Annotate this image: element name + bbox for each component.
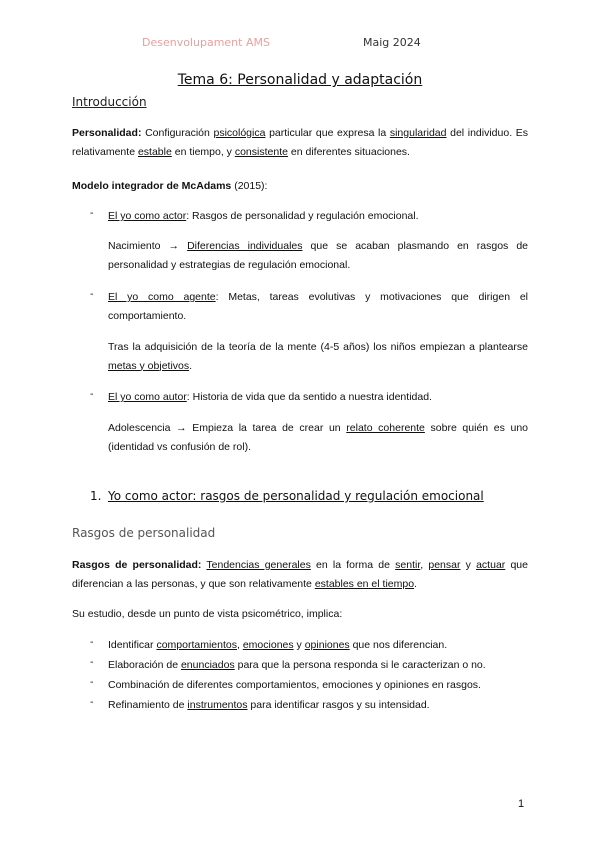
page-number: 1 — [518, 798, 525, 810]
text: en diferentes situaciones. — [287, 145, 410, 158]
underlined-term: Tendencias generales — [206, 559, 311, 571]
page-title — [0, 72, 600, 88]
bullet-dash: - — [90, 288, 94, 300]
text: que diferencian a las personas, y que son relativamente — [72, 559, 528, 590]
list-dash: - — [90, 636, 94, 648]
underlined-term: El yo como agente — [108, 291, 216, 303]
text: , — [237, 639, 243, 651]
underlined-term: comportamientos — [156, 639, 237, 651]
text: que nos diferencian. — [349, 639, 448, 651]
underlined-term: opiniones — [304, 639, 350, 651]
text: Combinación de diferentes comportamientos, emociones y opiniones en rasgos. — [108, 679, 481, 691]
underlined-term: metas y objetivos — [108, 359, 190, 372]
rasgos-heading: Rasgos de personalidad — [72, 526, 216, 540]
underlined-term: emociones — [242, 639, 294, 651]
underlined-term: sentir — [395, 559, 421, 571]
text: para identificar rasgos y su intensidad. — [247, 699, 430, 711]
text: . — [189, 359, 193, 372]
bullet-dash: - — [90, 388, 94, 400]
underlined-term: psicológica — [213, 127, 266, 139]
text: particular que expresa la — [265, 127, 390, 139]
underlined-term: Diferencias individuales — [187, 240, 303, 252]
underlined-term: actuar — [476, 559, 506, 571]
text: Elaboración de — [108, 659, 181, 671]
underlined-term: El yo como actor — [108, 210, 187, 222]
bullet-autor-detail — [108, 419, 528, 456]
underlined-term: estable — [137, 145, 172, 158]
bullet-agente — [108, 288, 528, 325]
underlined-term: El yo como autor — [108, 391, 187, 403]
bullet-autor — [108, 388, 528, 407]
mcadams-label: Modelo integrador de McAdams — [72, 180, 232, 192]
underlined-term: relato coherente — [346, 422, 425, 434]
underlined-term: estables en el tiempo — [314, 577, 415, 590]
mcadams-year: (2015): — [231, 180, 268, 192]
underlined-term: singularidad — [389, 127, 447, 139]
text: sobre quién es uno (identidad vs confusión de rol). — [108, 422, 528, 453]
text: : Rasgos de personalidad y regulación emocional. — [186, 210, 419, 222]
text: para que la persona responda si le caracterizan o no. — [234, 659, 486, 671]
page-title-text: Tema 6: Personalidad y adaptación — [177, 72, 423, 88]
bullet-agente-detail — [108, 338, 528, 375]
header-left: Desenvolupament AMS — [142, 36, 270, 49]
list-dash: - — [90, 656, 94, 668]
underlined-term: consistente — [234, 145, 288, 158]
text: Tras la adquisición de la teoría de la mente (4-5 años) los niños empiezan a plantearse — [108, 341, 528, 353]
text: del individuo. Es relativamente — [72, 127, 528, 158]
text: . — [414, 577, 417, 590]
underlined-term: pensar — [428, 559, 461, 571]
list-dash: - — [90, 696, 94, 708]
underlined-term: instrumentos — [187, 699, 248, 711]
text: Identificar — [108, 639, 157, 651]
personalidad-label: Personalidad: — [72, 127, 142, 139]
mcadams-paragraph — [72, 177, 528, 196]
text: en tiempo, y — [171, 145, 235, 158]
text: que se acaban plasmando en rasgos de personalidad y estrategias de regulación emocional. — [108, 240, 528, 271]
underlined-term: enunciados — [180, 659, 235, 671]
text: Adolescencia → Empieza la tarea de crear un — [108, 422, 347, 434]
text: Configuración — [141, 127, 214, 139]
text: y — [293, 639, 305, 651]
bullet-actor — [108, 207, 528, 226]
list-dash: - — [90, 676, 94, 688]
section-number: 1. — [90, 489, 102, 503]
personalidad-paragraph — [72, 124, 528, 161]
text: en la forma de — [310, 559, 396, 571]
bullet-actor-detail — [108, 237, 528, 274]
list-item — [108, 636, 528, 655]
text: Refinamiento de — [108, 699, 188, 711]
text: Nacimiento → — [108, 240, 188, 252]
rasgos-label: Rasgos de personalidad: — [72, 559, 202, 571]
text: : Historia de vida que da sentido a nuestra identidad. — [186, 391, 432, 403]
estudio-paragraph: Su estudio, desde un punto de vista psicométrico, implica: — [72, 608, 343, 620]
text: : Metas, tareas evolutivas y motivaciones que dirigen el comportamiento. — [108, 291, 528, 322]
header-right: Maig 2024 — [363, 36, 421, 49]
list-item — [108, 696, 528, 715]
text: y — [460, 559, 477, 571]
list-item — [108, 656, 528, 675]
rasgos-paragraph — [72, 556, 528, 593]
list-item — [108, 676, 528, 695]
text: , — [420, 559, 429, 571]
bullet-dash: - — [90, 207, 94, 219]
intro-heading: Introducción — [72, 95, 147, 109]
section-title: Yo como actor: rasgos de personalidad y regulación emocional — [108, 489, 484, 503]
